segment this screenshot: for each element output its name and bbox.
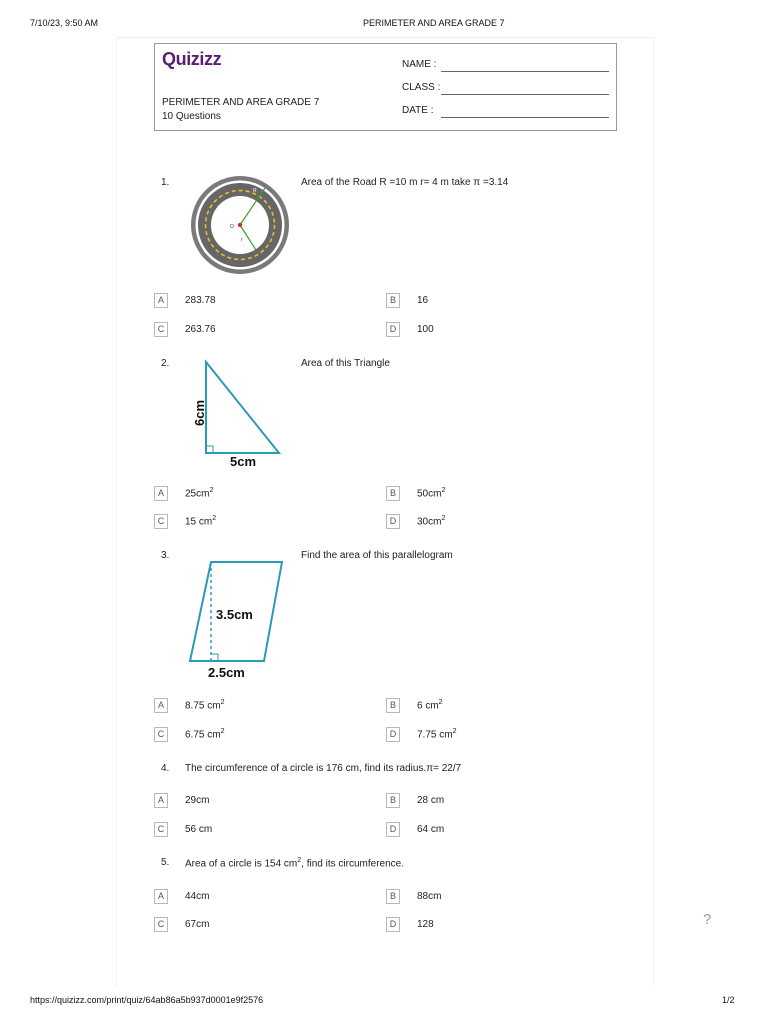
question-number: 2. (161, 358, 170, 369)
question-text: Area of the Road R =10 m r= 4 m take π =3.14 (301, 177, 509, 188)
option-letter: B (386, 889, 400, 904)
question-number: 1. (161, 177, 170, 188)
question-number: 3. (161, 550, 170, 561)
question-text: The circumference of a circle is 176 cm, find its radius.π= 22/7 (185, 763, 462, 774)
option-letter: A (154, 698, 168, 713)
option-letter: B (386, 486, 400, 501)
option-text: 6 $cm^2$ (417, 699, 443, 712)
quiz-title: PERIMETER AND AREA GRADE 7 (162, 97, 320, 108)
option-letter: C (154, 514, 168, 529)
option-text: 16 (417, 295, 429, 306)
option-text: $50cm^2$ (417, 487, 446, 500)
date-label: DATE : (402, 105, 434, 116)
worksheet-header (154, 43, 617, 131)
option-letter: A (154, 889, 168, 904)
quizizz-logo: Quizizz (162, 49, 222, 69)
question-text: Area of this Triangle (301, 358, 390, 369)
option-letter: C (154, 822, 168, 837)
triangle-height-label: 6cm (192, 399, 207, 426)
class-label: CLASS : (402, 82, 441, 93)
question-number: 5. (161, 857, 170, 868)
option-text: 283.78 (185, 295, 216, 306)
option-letter: B (386, 293, 400, 308)
question-text: Area of a circle is 154 $cm^2$, find its circumference. (185, 857, 404, 870)
option-letter: D (386, 822, 400, 837)
option-letter: C (154, 727, 168, 742)
parallelogram-figure (186, 558, 288, 684)
option-text: 28 cm (417, 795, 445, 806)
option-text: 29cm (185, 795, 210, 806)
option-text: 100 (417, 324, 434, 335)
option-letter: C (154, 917, 168, 932)
option-letter: C (154, 322, 168, 337)
figure-label-O: O (230, 224, 234, 230)
print-url: https://quizizz.com/print/quiz/64ab86a5b937d0001e9f2576 (30, 995, 264, 1005)
option-letter: A (154, 486, 168, 501)
option-text: 6.75 $cm^2$ (185, 728, 225, 741)
option-letter: A (154, 293, 168, 308)
print-datetime: 7/10/23, 9:50 AM (30, 18, 99, 28)
help-icon[interactable]: ? (703, 911, 712, 928)
option-letter: B (386, 698, 400, 713)
option-text: $25cm^2$ (185, 487, 214, 500)
option-text: 128 (417, 919, 434, 930)
page-number: 1/2 (722, 995, 735, 1005)
option-letter: B (386, 793, 400, 808)
option-letter: A (154, 793, 168, 808)
option-letter: D (386, 514, 400, 529)
parallelogram-base-label: 2.5cm (208, 665, 245, 680)
right-triangle-figure (188, 356, 288, 472)
option-text: 15 $cm^2$ (185, 515, 217, 528)
option-letter: D (386, 727, 400, 742)
figure-label-R: R (253, 188, 257, 194)
name-field-line (441, 71, 609, 72)
option-text: 56 cm (185, 824, 213, 835)
class-field-line (441, 94, 609, 95)
road-ring-figure (189, 174, 291, 276)
option-text: 8.75 $cm^2$ (185, 699, 225, 712)
option-letter: D (386, 322, 400, 337)
name-label: NAME : (402, 59, 437, 70)
option-text: 64 cm (417, 824, 445, 835)
option-text: 88cm (417, 891, 442, 902)
triangle-base-label: 5cm (230, 454, 257, 469)
print-title: PERIMETER AND AREA GRADE 7 (363, 18, 505, 28)
question-number: 4. (161, 763, 170, 774)
option-text: 67cm (185, 919, 210, 930)
option-text: $30cm^2$ (417, 515, 446, 528)
option-text: 7.75 $cm^2$ (417, 728, 457, 741)
question-count: 10 Questions (162, 111, 221, 122)
option-letter: D (386, 917, 400, 932)
option-text: 263.76 (185, 324, 216, 335)
date-field-line (441, 117, 609, 118)
parallelogram-height-label: 3.5cm (216, 607, 253, 622)
option-text: 44cm (185, 891, 210, 902)
figure-label-r: r (241, 237, 243, 243)
question-text: Find the area of this parallelogram (301, 550, 453, 561)
